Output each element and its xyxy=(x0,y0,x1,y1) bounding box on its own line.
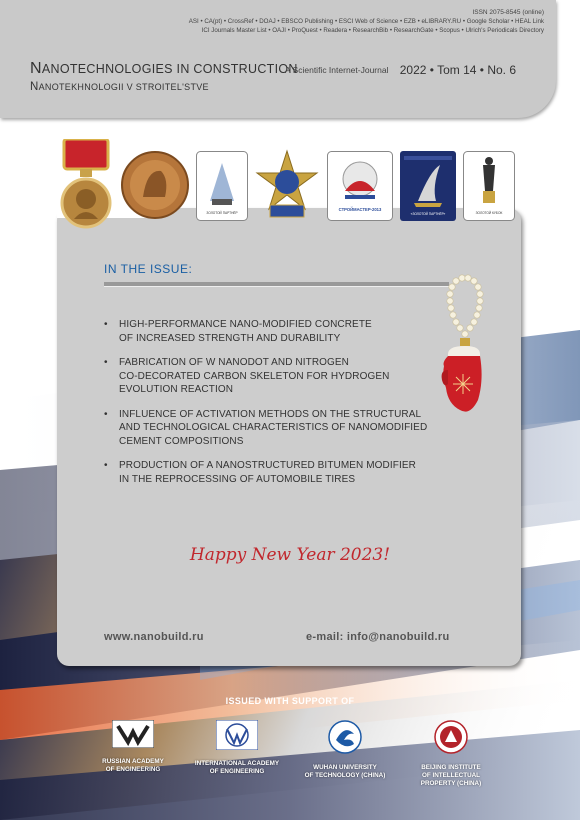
bullet: • xyxy=(104,319,108,330)
award-card-sculpture-icon xyxy=(400,151,456,221)
article-list xyxy=(104,318,454,497)
wuhan-university-logo-icon xyxy=(328,720,362,754)
bullet: • xyxy=(104,460,108,471)
article-item: • FABRICATION OF W NANODOT AND NITROGEN CO-DECORATED CARBON SKELETON FOR HYDROGEN EVOLUTION REACTION xyxy=(104,357,390,395)
in-the-issue-heading: IN THE ISSUE: xyxy=(104,262,193,276)
org-beijing-institute: BEIJING INSTITUTE OF INTELLECTUAL PROPERTY (CHINA) xyxy=(396,720,506,788)
org-russian-academy: RUSSIAN ACADEMY OF ENGINEERING xyxy=(78,720,188,774)
issue-number: 2022 • Tom 14 • No. 6 xyxy=(399,63,516,77)
award-card-trophy-icon xyxy=(196,151,248,221)
award-card-caption-4: ЗОЛОТОЙ КУБОК xyxy=(475,211,503,215)
journal-tagline: A Scientific Internet-Journal xyxy=(285,65,389,75)
heading-divider-highlight xyxy=(104,286,449,287)
awards-row xyxy=(0,135,580,235)
star-order-icon xyxy=(254,149,320,223)
award-card-figure-icon xyxy=(463,151,515,221)
article-item: • HIGH-PERFORMANCE NANO-MODIFIED CONCRETE OF INCREASED STRENGTH AND DURABILITY xyxy=(104,319,372,344)
journal-header xyxy=(0,0,556,118)
award-card-caption-1: ЗОЛОТОЙ ПАРТНЁР xyxy=(206,211,238,215)
journal-subtitle: NANOTEKHNOLOGII V STROITEL'STVE xyxy=(30,81,209,93)
bullet: • xyxy=(104,408,108,420)
email-link[interactable]: e-mail: info@nanobuild.ru xyxy=(306,631,450,643)
bullet: • xyxy=(104,357,108,368)
website-link[interactable]: www.nanobuild.ru xyxy=(104,631,204,643)
journal-title: NANOTECHNOLOGIES IN CONSTRUCTION xyxy=(30,60,298,77)
bronze-medal-icon xyxy=(121,149,189,221)
mitten-ornament-icon xyxy=(440,270,490,420)
beijing-institute-logo-icon xyxy=(434,720,468,754)
russian-academy-logo-icon xyxy=(112,720,154,748)
award-card-stroymaster-icon xyxy=(327,151,393,221)
org-international-academy: INTERNATIONAL ACADEMY OF ENGINEERING xyxy=(182,720,292,776)
award-card-caption-3: «ЗОЛОТОЙ ПАРТНЁР» xyxy=(410,212,446,216)
order-medal-icon xyxy=(58,139,114,235)
international-academy-logo-icon xyxy=(216,720,258,750)
award-card-caption-2: СТРОЙМАСТЕР-2013 xyxy=(338,207,382,212)
org-wuhan-university: WUHAN UNIVERSITY OF TECHNOLOGY (CHINA) xyxy=(290,720,400,780)
article-item: • INFLUENCE OF ACTIVATION METHODS ON THE STRUCTURAL AND TECHNOLOGICAL CHARACTERISTICS OF NANOMODIFIED CEMENT COMPOSITIONS xyxy=(104,408,428,447)
support-heading: ISSUED WITH SUPPORT OF xyxy=(225,696,355,706)
indexing-list: ASI • CA(pt) • CrossRef • DOAJ • EBSCO Publishing • ESCI Web of Science • EZB • eLIBRARY.RU • Google Scholar • HEAL Link ICI Journals Master List • OAJI • ProQuest • Readera • ResearchBib • ResearchGate • Scopus • Ulrich's Periodicals Directory xyxy=(188,18,544,34)
new-year-greeting: Happy New Year 2023! xyxy=(189,545,391,565)
article-item: • PRODUCTION OF A NANOSTRUCTURED BITUMEN MODIFIER IN THE REPROCESSING OF AUTOMOBILE TIRES xyxy=(104,460,416,485)
issn-line: ISSN 2075-8545 (online) xyxy=(472,9,544,16)
